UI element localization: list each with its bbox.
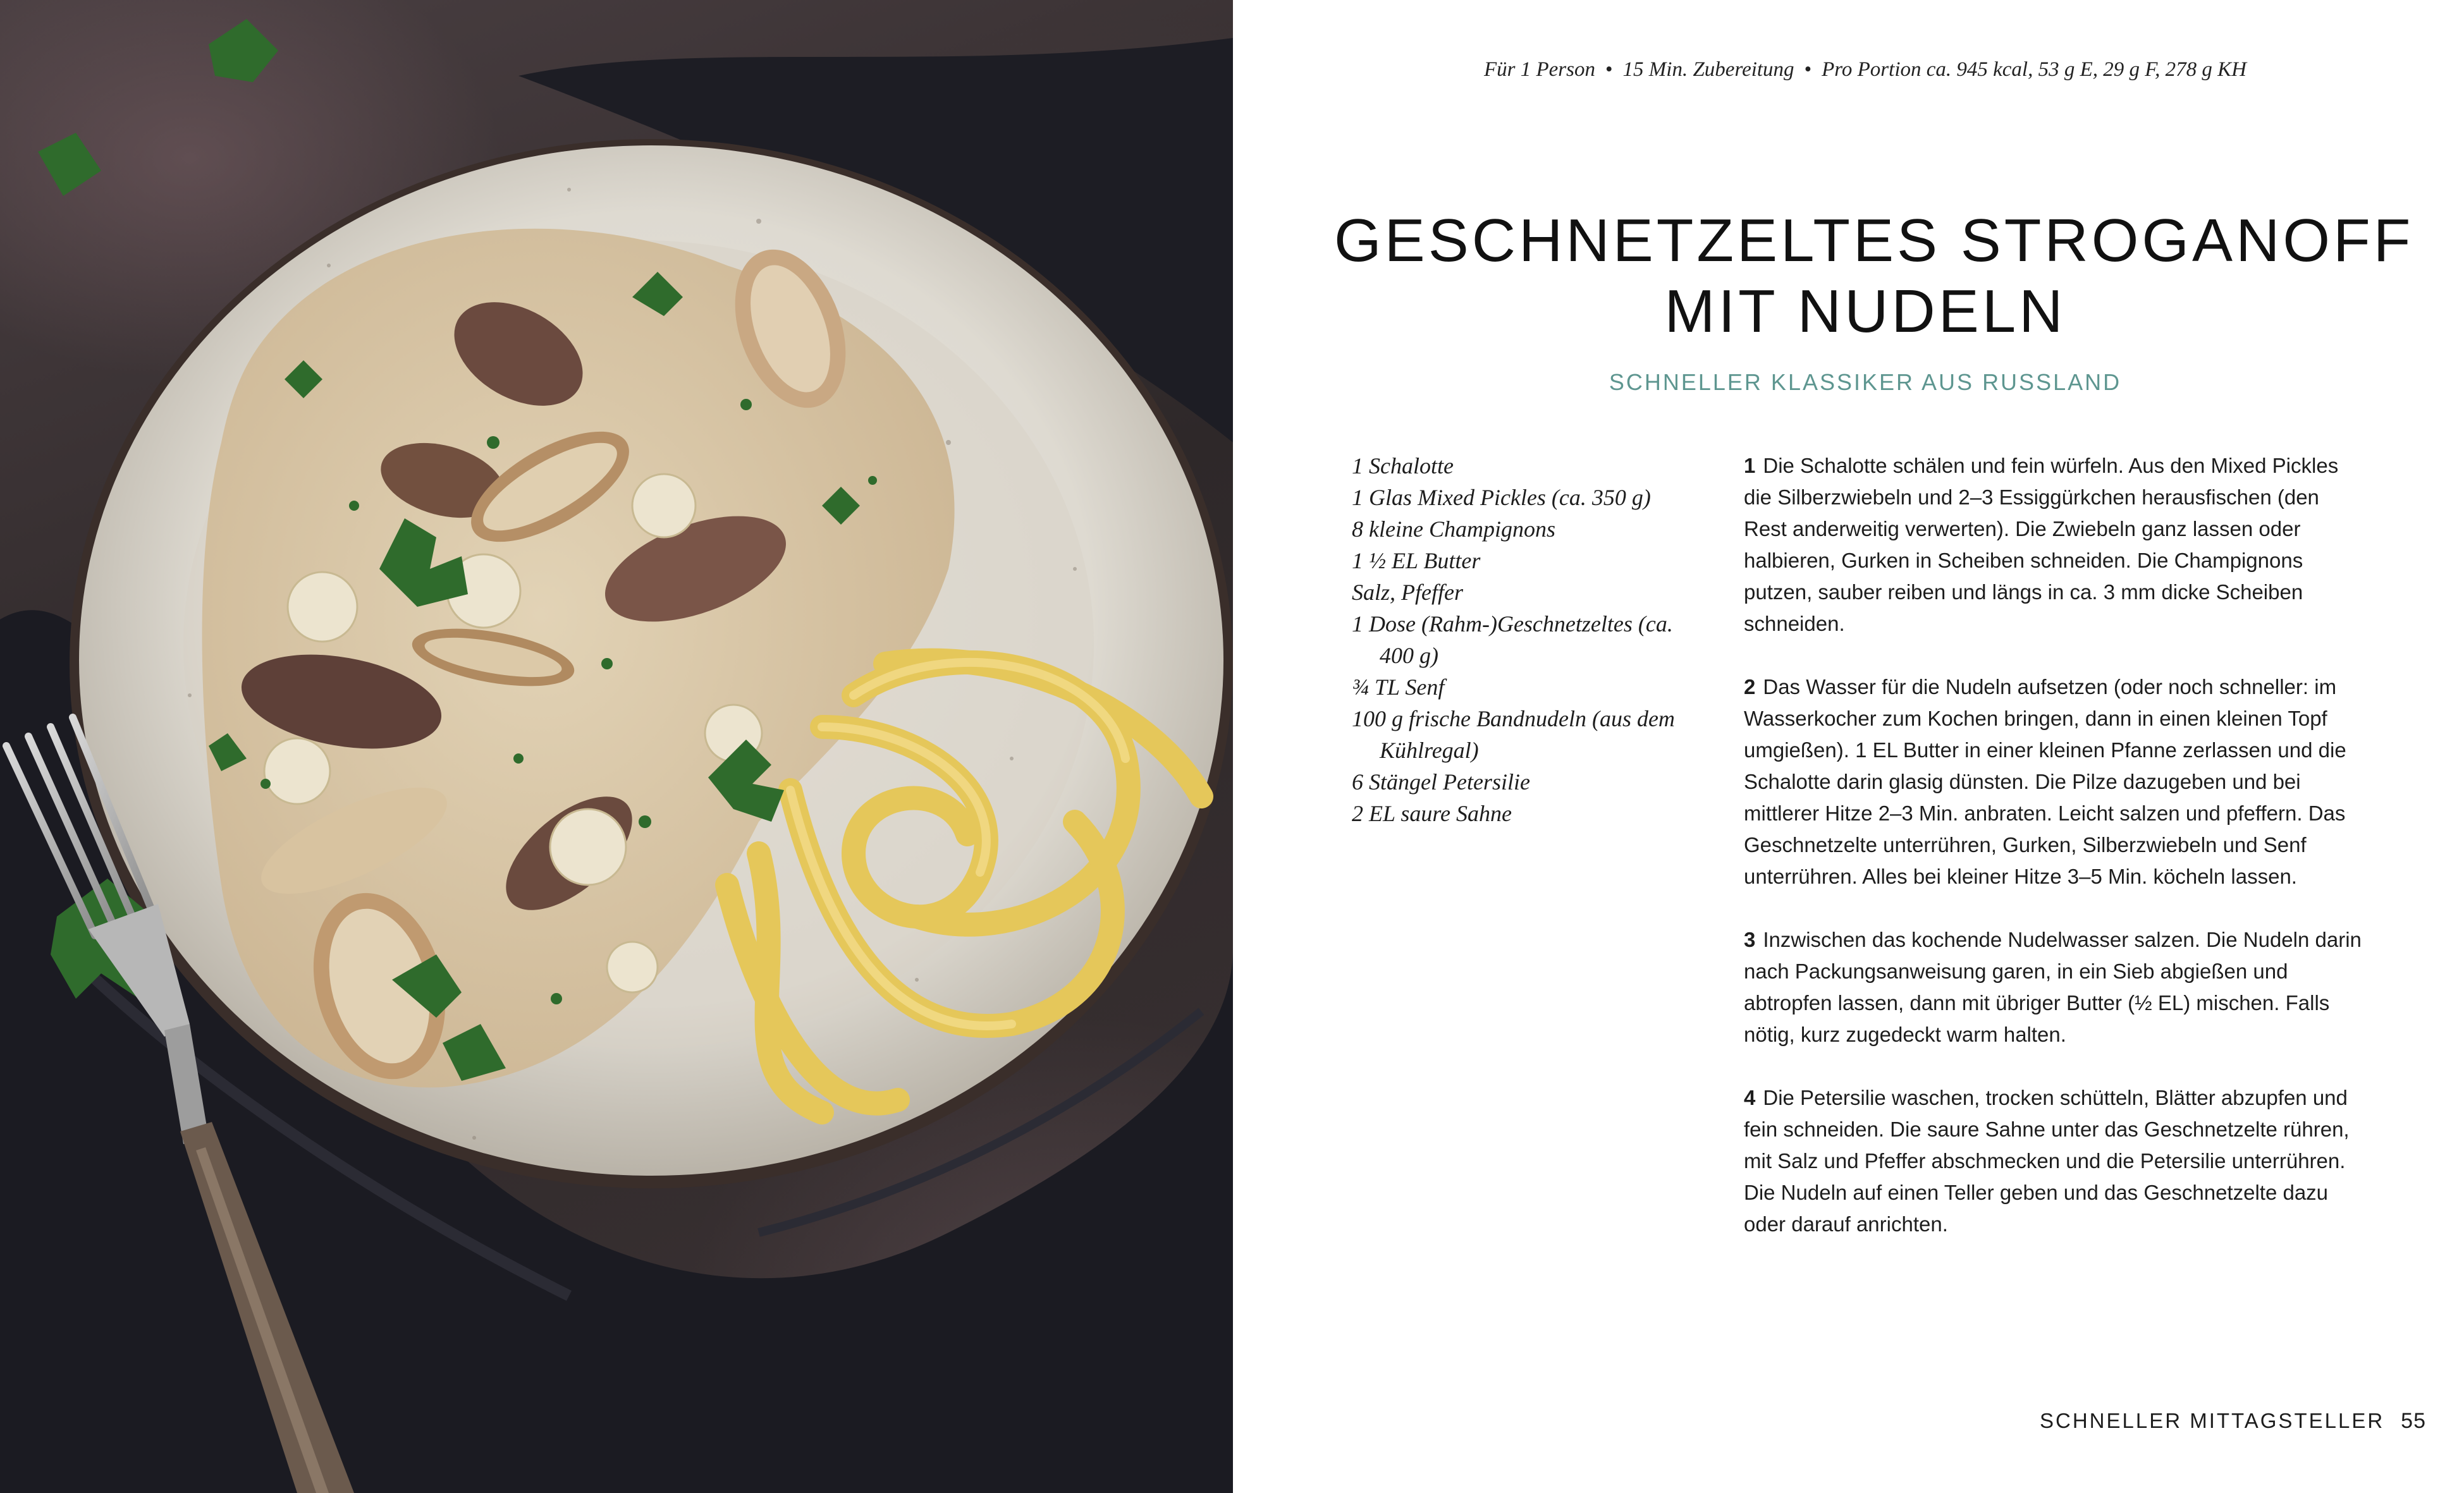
- recipe-title-line-2: MIT NUDELN: [1664, 277, 2066, 345]
- ingredient-list: [1352, 450, 1706, 829]
- page-footer: [2040, 1409, 2426, 1434]
- ingredient-item: 1 ½ EL Butter: [1352, 548, 1481, 573]
- section-name: SCHNELLER MITTAGSTELLER: [2040, 1409, 2385, 1432]
- recipe-title-line-1: GESCHNETZELTES STROGANOFF: [1334, 207, 2414, 274]
- instruction-step: [1744, 671, 2363, 893]
- ingredient-item: 1 Schalotte: [1352, 453, 1454, 478]
- ingredient-item: 8 kleine Champignons: [1352, 516, 1555, 542]
- ingredient-item: 1 Dose (Rahm-)Geschnetzeltes (ca. 400 g): [1352, 611, 1673, 668]
- page-number: 55: [2401, 1409, 2426, 1433]
- separator-dot: •: [1804, 58, 1812, 81]
- step-text: Die Petersilie waschen, trocken schütteln, Blätter abzupfen und fein schneiden. Die saure Sahne unter das Geschnetzelte rühren, mit Salz und Pfeffer abschmecken und die Petersilie unterrühren. Die Nudeln auf einen Teller geben und das Geschnetzelte dazu oder darauf anrichten.: [1744, 1086, 2350, 1236]
- ingredient-item: 6 Stängel Petersilie: [1352, 769, 1530, 795]
- prep-time-text: 15 Min. Zubereitung: [1622, 58, 1794, 81]
- recipe-subtitle: SCHNELLER KLASSIKER AUS RUSSLAND: [1609, 369, 2122, 395]
- servings-text: Für 1 Person: [1483, 58, 1595, 81]
- recipe-meta-line: [1340, 58, 2390, 82]
- recipe-title: [1334, 205, 2414, 347]
- instruction-step: [1744, 924, 2363, 1051]
- ingredient-item: 1 Glas Mixed Pickles (ca. 350 g): [1352, 485, 1651, 510]
- step-number: 4: [1744, 1086, 1756, 1109]
- step-text: Das Wasser für die Nudeln aufsetzen (oder noch schneller: im Wasserkocher zum Kochen bringen, dann in einen kleinen Topf umgießen). 1 EL Butter in einer kleinen Pfanne zerlassen und die Schalotte darin glasig dünsten. Die Pilze dazugeben und bei mittlerer Hitze 2–3 Min. anbraten. Leicht salzen und pfeffern. Das Geschnetzelte unterrühren, Gurken, Silberzwiebeln und Senf unterrühren. Alles bei kleiner Hitze 3–5 Min. köcheln lassen.: [1744, 675, 2346, 888]
- instruction-step: [1744, 1082, 2363, 1240]
- ingredient-item: ¾ TL Senf: [1352, 674, 1445, 700]
- instruction-step: [1744, 450, 2363, 640]
- ingredient-item: 100 g frische Bandnudeln (aus dem Kühlregal): [1352, 706, 1675, 763]
- separator-dot: •: [1605, 58, 1613, 81]
- step-text: Die Schalotte schälen und fein würfeln. Aus den Mixed Pickles die Silberzwiebeln und 2–3 Essiggürkchen herausfischen (den Rest anderweitig verwerten). Die Zwiebeln ganz lassen oder halbieren, Gurken in Scheiben schneiden. Die Champignons putzen, sauber reiben und längs in ca. 3 mm dicke Scheiben schneiden.: [1744, 454, 2339, 635]
- step-number: 2: [1744, 675, 1756, 698]
- instruction-steps: [1744, 450, 2363, 1272]
- step-number: 1: [1744, 454, 1756, 477]
- ingredient-item: Salz, Pfeffer: [1352, 580, 1463, 605]
- step-number: 3: [1744, 928, 1756, 951]
- ingredient-item: 2 EL saure Sahne: [1352, 801, 1512, 826]
- step-text: Inzwischen das kochende Nudelwasser salzen. Die Nudeln darin nach Packungsanweisung garen, in ein Sieb abgießen und abtropfen lassen, dann mit übriger Butter (½ EL) mischen. Falls nötig, kurz zugedeckt warm halten.: [1744, 928, 2362, 1046]
- nutrition-text: Pro Portion ca. 945 kcal, 53 g E, 29 g F, 278 g KH: [1822, 58, 2247, 81]
